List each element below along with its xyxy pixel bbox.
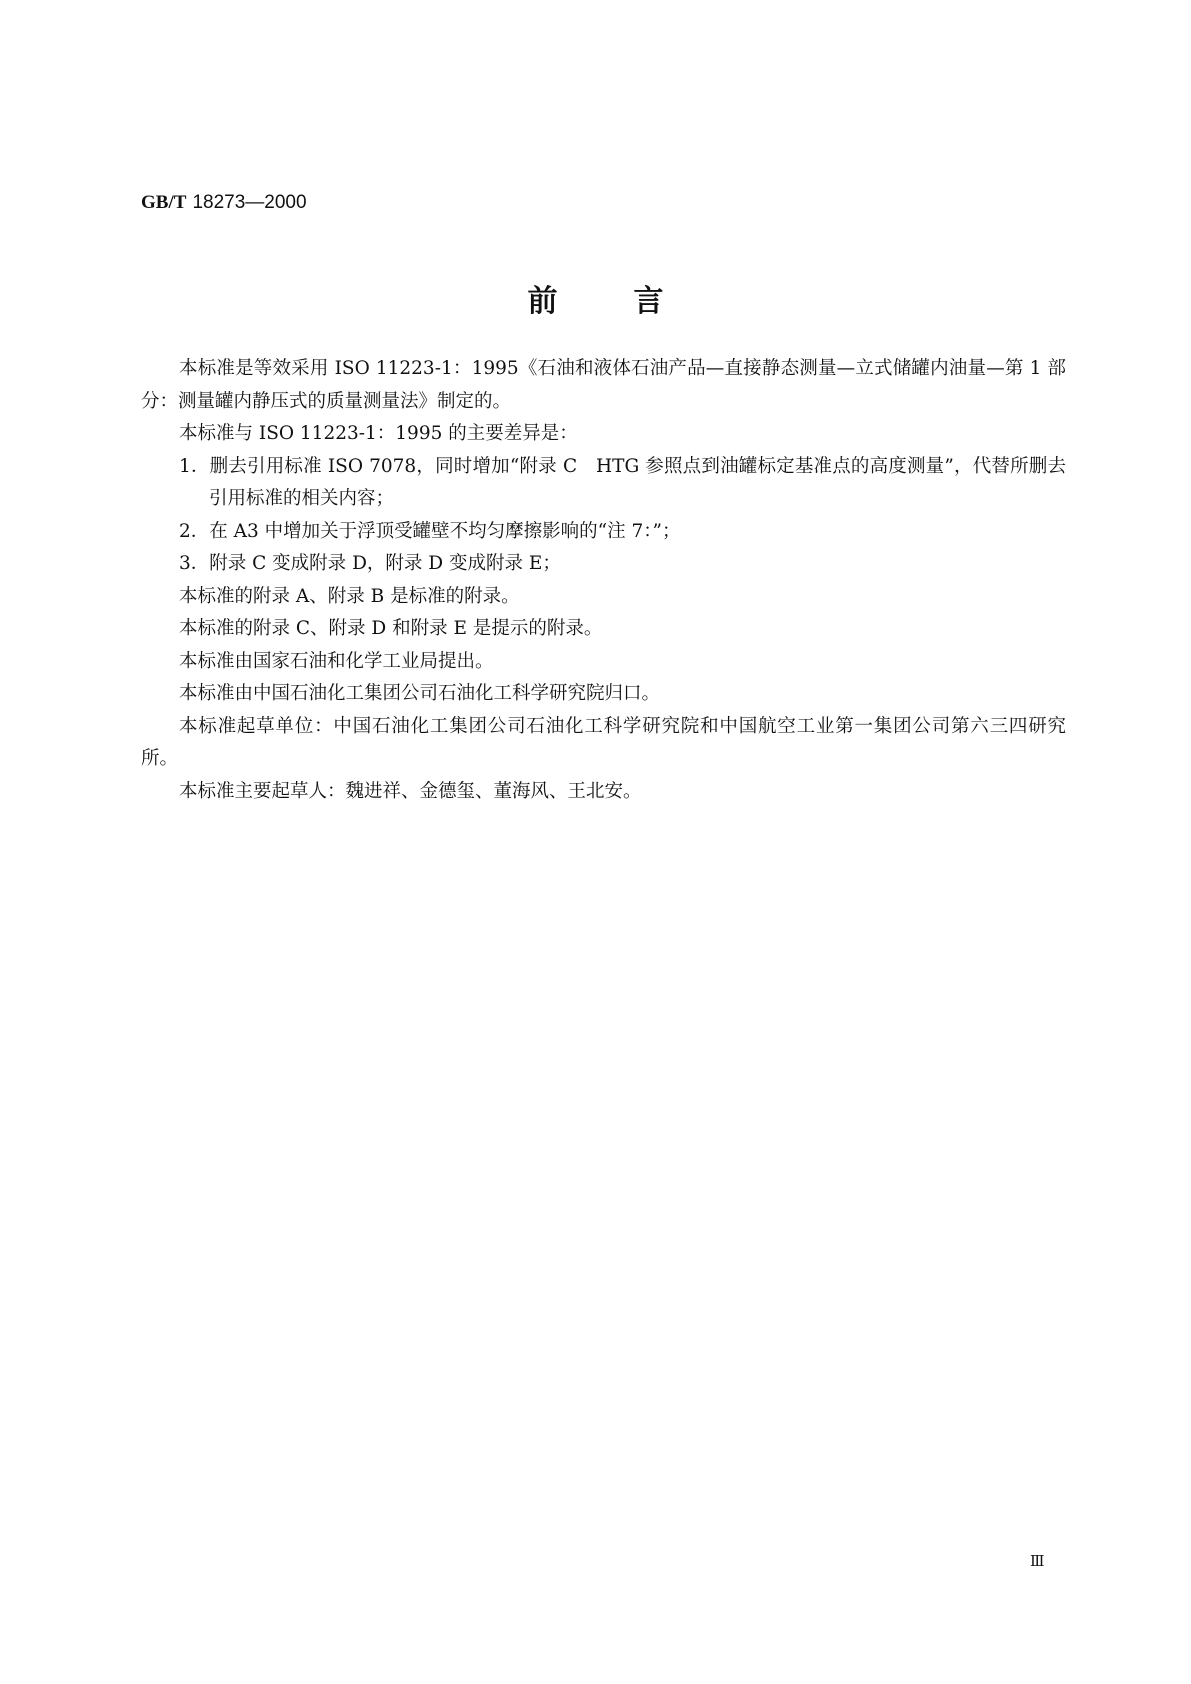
list-item-difference-3: 3．附录 C 变成附录 D，附录 D 变成附录 E； <box>179 553 561 574</box>
standard-code-number: 18273—2000 <box>192 192 307 213</box>
paragraph-centralized-by: 本标准由中国石油化工集团公司石油化工科学研究院归口。 <box>179 683 661 704</box>
standard-code-prefix: GB/T <box>141 192 187 213</box>
paragraph-normative-annexes: 本标准的附录 A、附录 B 是标准的附录。 <box>179 585 520 607</box>
standard-number <box>141 190 307 215</box>
foreword-body <box>141 353 1066 808</box>
paragraph-proposed-by: 本标准由国家石油和化学工业局提出。 <box>179 650 494 672</box>
list-item-difference-1: 1．删去引用标准 ISO 7078，同时增加“附录 C HTG 参照点到油罐标定基准点的高度测量”，代替所删去引用标准的相关内容； <box>179 455 1066 509</box>
paragraph-drafting-units: 本标准起草单位：中国石油化工集团公司石油化工科学研究院和中国航空工业第一集团公司第六三四研究所。 <box>141 715 1066 769</box>
page-title: 前言 <box>527 284 740 319</box>
paragraph-adoption: 本标准是等效采用 ISO 11223-1：1995《石油和液体石油产品—直接静态测量—立式储罐内油量—第 1 部分：测量罐内静压式的质量测量法》制定的。 <box>141 358 1066 412</box>
list-item-difference-2: 2．在 A3 中增加关于浮顶受罐壁不均匀摩擦影响的“注 7：”； <box>179 520 681 542</box>
paragraph-differences-intro: 本标准与 ISO 11223-1：1995 的主要差异是： <box>179 423 578 444</box>
paragraph-informative-annexes: 本标准的附录 C、附录 D 和附录 E 是提示的附录。 <box>179 618 603 639</box>
page-number: Ⅲ <box>1030 1552 1045 1570</box>
paragraph-drafters: 本标准主要起草人：魏进祥、金德玺、董海风、王北安。 <box>179 780 642 802</box>
